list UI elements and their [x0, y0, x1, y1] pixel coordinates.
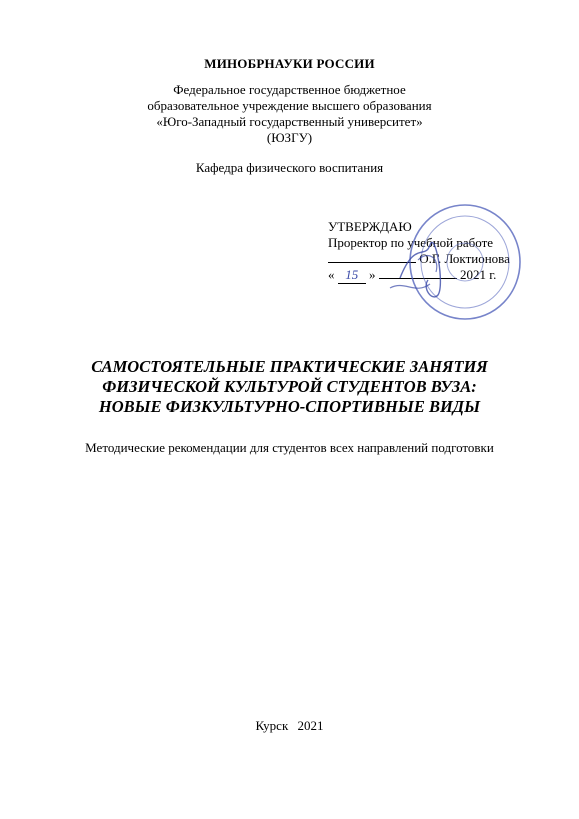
city-year: Курск 2021	[255, 718, 324, 733]
org-line: «Юго-Западный государственный университет»	[156, 114, 423, 129]
title-line: НОВЫЕ ФИЗКУЛЬТУРНО-СПОРТИВНЫЕ ВИДЫ	[98, 397, 481, 416]
organization-block	[0, 82, 579, 146]
org-line: (ЮЗГУ)	[266, 130, 313, 145]
department: Кафедра физического воспитания	[195, 160, 384, 175]
org-line: образовательное учреждение высшего образования	[147, 98, 432, 113]
approval-seal	[370, 200, 530, 330]
quote-open: «	[328, 267, 335, 282]
org-line: Федеральное государственное бюджетное	[173, 82, 406, 97]
document-title	[0, 357, 579, 417]
seal-stamp-icon	[370, 200, 530, 330]
approval-day: 15	[338, 267, 366, 284]
approval-name: О.Г. Локтионова	[419, 251, 510, 266]
approval-position: Проректор по учебной работе	[328, 235, 494, 250]
document-subtitle: Методические рекомендации для студентов всех направлений подготовки	[85, 440, 494, 455]
ministry-header: МИНОБРНАУКИ РОССИИ	[204, 56, 375, 71]
title-line: ФИЗИЧЕСКОЙ КУЛЬТУРОЙ СТУДЕНТОВ ВУЗА:	[102, 377, 477, 396]
quote-close: »	[369, 267, 376, 282]
approval-heading: УТВЕРЖДАЮ	[328, 219, 412, 234]
title-line: САМОСТОЯТЕЛЬНЫЕ ПРАКТИЧЕСКИЕ ЗАНЯТИЯ	[91, 357, 488, 376]
approval-year: 2021 г.	[460, 267, 497, 282]
